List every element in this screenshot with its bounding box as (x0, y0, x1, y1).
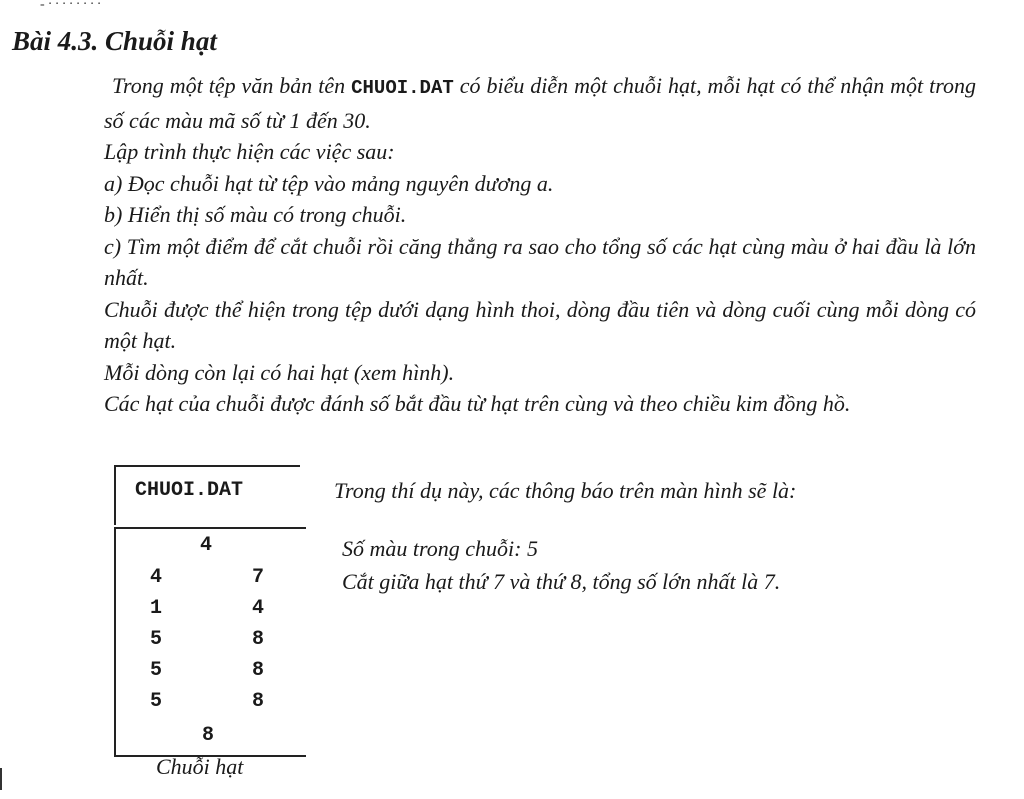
task-c: c) Tìm một điểm để cắt chuỗi rồi căng thẳng ra sao cho tổng số các hạt cùng màu ở hai đầu là lớn nhất. (104, 233, 976, 290)
bead-left: 4 (150, 566, 163, 589)
bead-left: 5 (150, 690, 163, 713)
cropped-top-text: - · · · · · · · · (40, 0, 101, 12)
format-paragraph-1: Chuỗi được thể hiện trong tệp dưới dạng hình thoi, dòng đầu tiên và dòng cuối cùng mỗi dòng có một hạt. (104, 296, 976, 353)
bead-left: 5 (150, 628, 163, 651)
format-paragraph-2: Mỗi dòng còn lại có hai hạt (xem hình). (104, 359, 455, 385)
problem-statement (104, 70, 976, 420)
bead-right: 8 (252, 628, 265, 651)
bead-top: 4 (200, 534, 213, 557)
format-paragraph-3: Các hạt của chuỗi được đánh số bắt đầu từ hạt trên cùng và theo chiều kim đồng hồ. (104, 391, 851, 416)
output-line-cut-result: Cắt giữa hạt thứ 7 và thứ 8, tổng số lớn nhất là 7. (342, 569, 781, 594)
bead-right: 8 (252, 659, 265, 682)
intro-paragraph: Trong một tệp văn bản tên CHUOI.DAT có biểu diễn một chuỗi hạt, mỗi hạt có thể nhận một trong số các màu mã số từ 1 đến 30. (104, 73, 976, 133)
bead-right: 8 (252, 690, 265, 713)
filename-inline: CHUOI.DAT (351, 77, 454, 99)
task-a: a) Đọc chuỗi hạt từ tệp vào mảng nguyên dương a. (104, 170, 554, 196)
output-line-color-count: Số màu trong chuỗi: 5 (342, 536, 538, 561)
task-b: b) Hiển thị số màu có trong chuỗi. (104, 202, 407, 227)
figure-caption: Chuỗi hạt (156, 754, 244, 779)
bead-bottom: 8 (202, 724, 215, 747)
text-cursor (0, 768, 2, 790)
bead-chain-box (114, 527, 306, 757)
task-heading: Lập trình thực hiện các việc sau: (104, 139, 395, 164)
file-name-label: CHUOI.DAT (135, 479, 244, 502)
bead-left: 5 (150, 659, 163, 682)
output-block (342, 532, 780, 598)
output-intro: Trong thí dụ này, các thông báo trên màn hình sẽ là: (334, 478, 797, 503)
bead-right: 4 (252, 597, 265, 620)
bead-left: 1 (150, 597, 163, 620)
exercise-title: Bài 4.3. Chuỗi hạt (12, 26, 217, 56)
bead-right: 7 (252, 566, 265, 589)
